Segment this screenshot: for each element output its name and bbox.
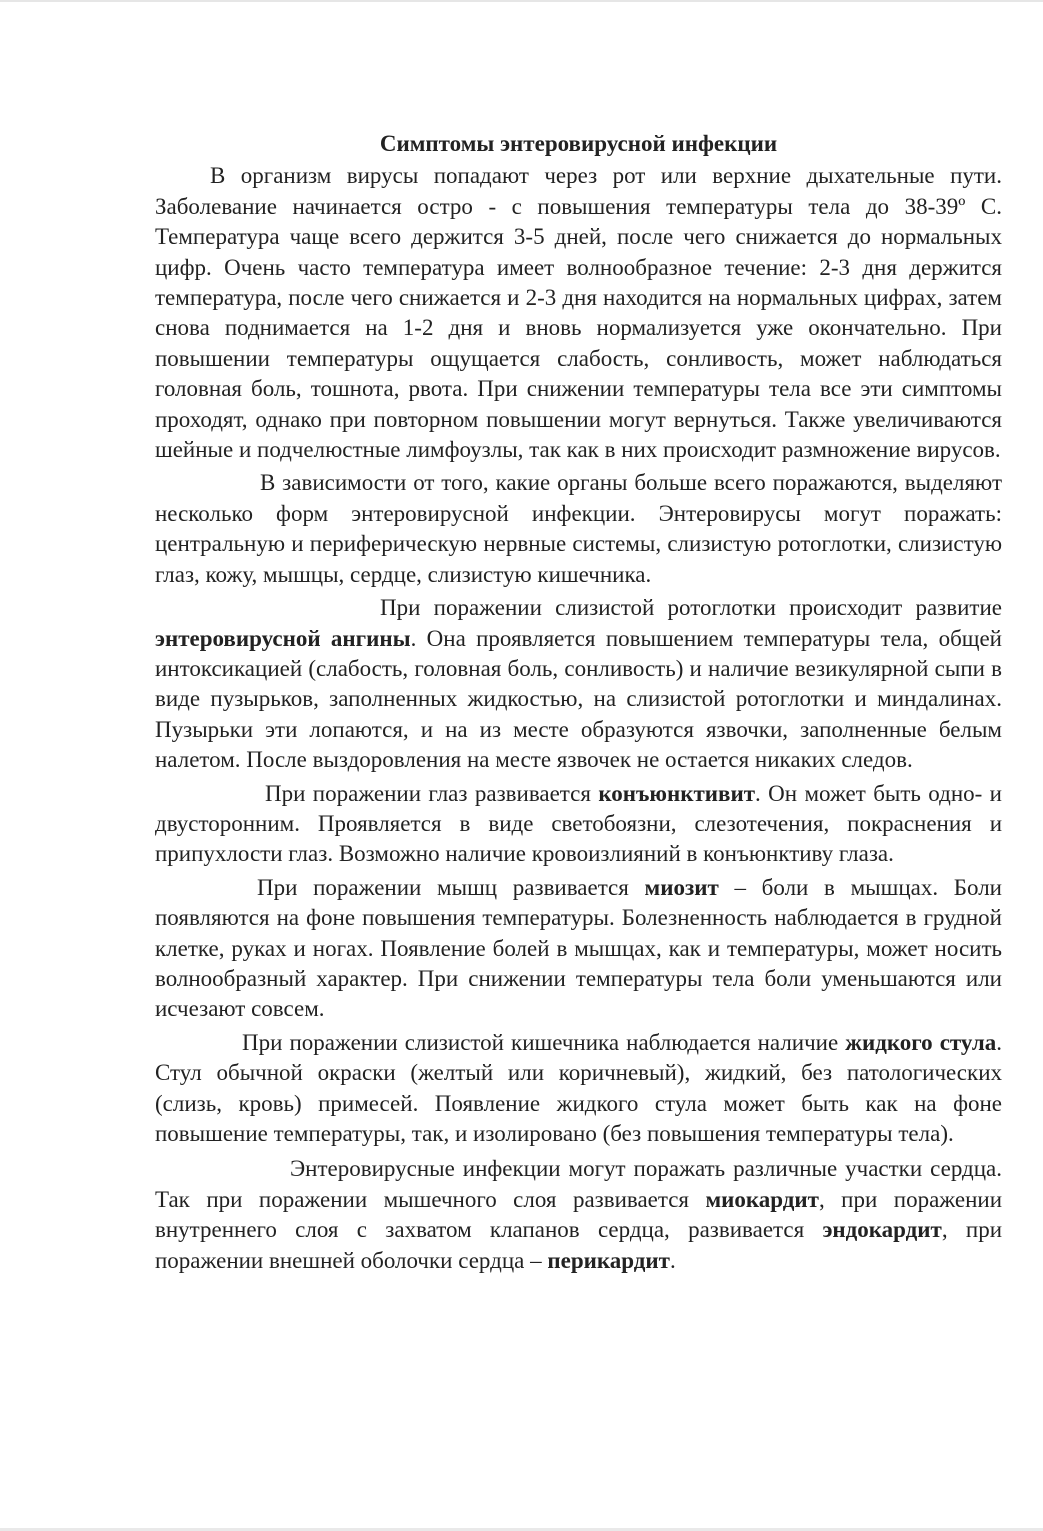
paragraph-forms <box>155 468 1002 590</box>
paragraph-angina-text-1: При поражении слизистой ротоглотки происходит развитие <box>380 595 1002 621</box>
paragraph-heart-text-3: , при поражении внешней оболочки сердца – <box>155 1217 1002 1273</box>
term-myocarditis: миокардит <box>705 1186 819 1212</box>
term-myositis: миозит <box>644 874 719 900</box>
paragraph-conjunctivitis <box>155 779 1002 870</box>
document-title: Симптомы энтеровирусной инфекции <box>379 131 778 156</box>
term-pericarditis: перикардит <box>547 1247 670 1273</box>
paragraph-heart-text-4: . <box>669 1247 676 1273</box>
page-top-edge <box>0 0 1043 2</box>
paragraph-myositis-text-2: – боли в мышцах. Боли появляются на фоне повышения температуры. Болезненность наблюдается в грудной клетке, руках и ногах. Появление болей в мышцах, как и температуры, может носить волнообразный характер. При снижении температуры тела боли уменьшаются или исчезают совсем. <box>155 874 1002 1022</box>
paragraph-stool-text-2: . Стул обычной окраски (желтый или коричневый), жидкий, без патологических (слизь, кровь) примесей. Появление жидкого стула может быть как на фоне повышение температуры, так, и изолировано (без повышения температуры тела). <box>155 1029 1003 1146</box>
paragraph-stool-text-1: При поражении слизистой кишечника наблюдается наличие <box>242 1029 846 1055</box>
paragraph-heart-text-1: Энтеровирусные инфекции могут поражать различные участки сердца. Так при поражении мышечного слоя развивается <box>155 1156 1002 1212</box>
paragraph-stool <box>155 1028 1002 1150</box>
term-liquid-stool: жидкого стула <box>845 1029 997 1055</box>
term-conjunctivitis: конъюнктивит <box>598 780 756 806</box>
paragraph-intro-text: В организм вирусы попадают через рот или верхние дыхательные пути. Заболевание начинается остро - с повышения температуры тела до 38-39º С. Температура чаще всего держится 3-5 дней, после чего снижается до нормальных цифр. Очень часто температура имеет волнообразное течение: 2-3 дня держится температура, после чего снижается и 2-3 дня находится на нормальных цифрах, затем снова поднимается на 1-2 дня и вновь нормализуется уже окончательно. При повышении температуры ощущается слабость, сонливость, может наблюдаться головная боль, тошнота, рвота. При снижении температуры тела все эти симптомы проходят, однако при повторном повышении могут вернуться. Также увеличиваются шейные и подчелюстные лимфоузлы, так как в них происходит размножение вирусов. <box>155 163 1002 463</box>
paragraph-myositis <box>155 873 1002 1025</box>
paragraph-conjunctivitis-text-1: При поражении глаз развивается <box>265 780 599 806</box>
document-content <box>155 129 1002 1276</box>
paragraph-heart-text-2: , при поражении внутреннего слоя с захватом клапанов сердца, развивается <box>155 1186 1002 1243</box>
paragraph-heart <box>155 1154 1002 1276</box>
term-endocarditis: эндокардит <box>822 1217 942 1243</box>
paragraph-myositis-text-1: При поражении мышц развивается <box>257 874 645 900</box>
paragraph-angina <box>155 593 1002 775</box>
term-enteroviral-angina: энтеровирусной ангины <box>155 625 411 651</box>
paragraph-conjunctivitis-text-2: . Он может быть одно- и двусторонним. Проявляется в виде светобоязни, слезотечения, покраснения и припухлости глаз. Возможно наличие кровоизлияний в конъюнктиву глаза. <box>155 780 1002 867</box>
paragraph-angina-text-2: . Она проявляется повышением температуры тела, общей интоксикацией (слабость, головная боль, сонливость) и наличие везикулярной сыпи в виде пузырьков, заполненных жидкостью, на слизистой ротоглотки и миндалинах. Пузырьки эти лопаются, и на из месте образуются язвочки, заполненные белым налетом. После выздоровления на месте язвочек не остается никаких следов. <box>155 625 1002 773</box>
paragraph-intro <box>155 161 1002 465</box>
paragraph-forms-text: В зависимости от того, какие органы больше всего поражаются, выделяют несколько форм энтеровирусной инфекции. Энтеровирусы могут поражать: центральную и периферическую нервные системы, слизистую ротоглотки, слизистую глаз, кожу, мышцы, сердце, слизистую кишечника. <box>155 470 1002 587</box>
